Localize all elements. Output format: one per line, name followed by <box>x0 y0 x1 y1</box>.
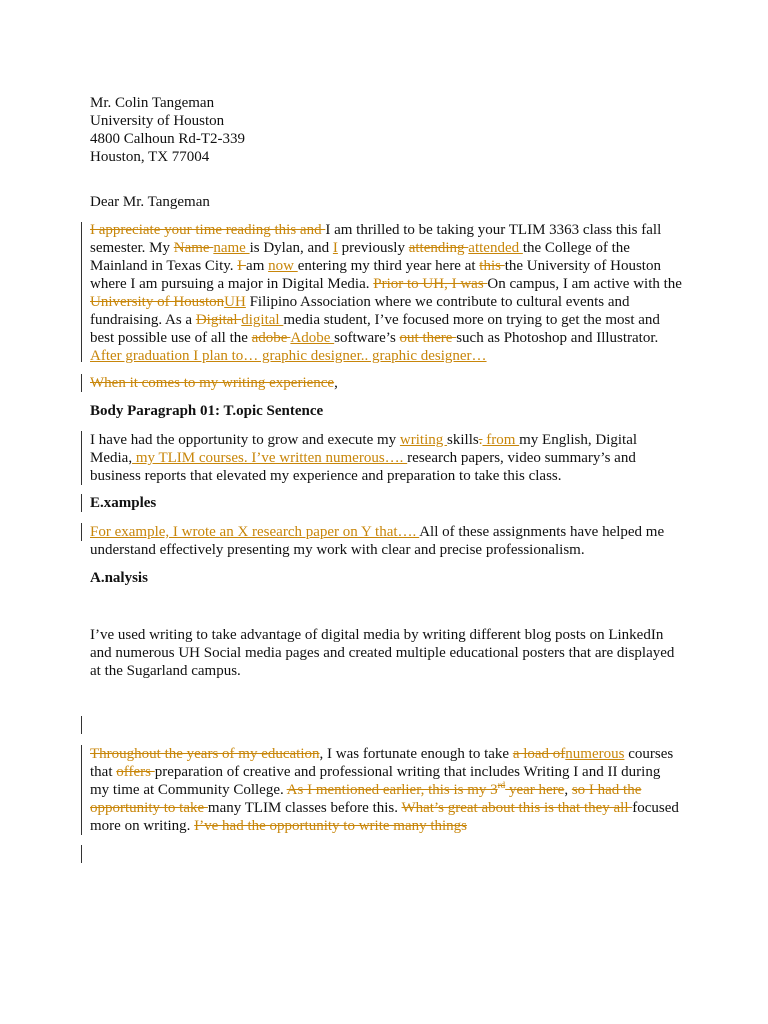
salutation: Dear Mr. Tangeman <box>90 194 210 210</box>
change-bar <box>81 431 82 485</box>
paragraph-text: entering my third year here at <box>297 258 480 274</box>
paragraph-text: previously <box>337 240 409 256</box>
closing-paragraph <box>90 745 682 835</box>
paragraph-text: where I am pursuing a major in Digital Media. <box>90 276 374 292</box>
change-bar <box>81 745 82 835</box>
paragraph-text: Filipino Association where we contribute to cultural events and fundraising. As a <box>90 294 630 328</box>
inserted-text: After graduation I plan to… graphic designer.. graphic designer… <box>90 348 487 364</box>
deleted-text: year here <box>505 782 565 798</box>
paragraph-text: I am thrilled to be taking your TLIM 3363 class this fall semester. My <box>90 222 662 256</box>
paragraph-text: , <box>334 375 338 391</box>
deleted-text: Digital <box>195 312 242 328</box>
inserted-text: writing <box>399 432 448 448</box>
paragraph-text: many TLIM classes before this. <box>207 800 402 816</box>
inserted-text: attended <box>468 240 523 256</box>
body-paragraph-heading: Body Paragraph 01: T.opic Sentence <box>90 403 324 419</box>
deleted-text: I appreciate your time reading this and <box>90 222 326 238</box>
examples-paragraph <box>90 523 682 559</box>
recipient-city: Houston, TX 77004 <box>90 149 210 165</box>
inserted-text: UH <box>224 294 246 310</box>
deleted-text: Throughout the years of my education <box>90 746 320 762</box>
change-bar <box>81 523 82 541</box>
paragraph-text: preparation of creative and professional writing that includes Writing I and II during my time at Community College. <box>90 764 661 798</box>
paragraph-text: , I was fortunate enough to take <box>319 746 513 762</box>
change-bar <box>81 845 82 863</box>
inserted-text: from <box>482 432 520 448</box>
inserted-text: my TLIM courses. I’ve written numerous…. <box>132 450 408 466</box>
analysis-paragraph: I’ve used writing to take advantage of digital media by writing different blog posts on LinkedIn and numerous UH Social media pages and created multiple educational posters that are displayed at the Sugarland campus. <box>90 627 675 679</box>
recipient-address <box>90 94 690 166</box>
inserted-text: I <box>332 240 338 256</box>
paragraph-text: On campus, I am active with the <box>487 276 682 292</box>
paragraph-text: focused more on writing. <box>90 800 679 834</box>
change-bar <box>81 222 82 362</box>
writing-experience-line <box>90 374 682 392</box>
recipient-org: University of Houston <box>90 113 225 129</box>
deleted-text: Prior to UH, I was <box>373 276 488 292</box>
deleted-text: adobe <box>251 330 291 346</box>
intro-paragraph <box>90 221 682 365</box>
paragraph-text: software’s <box>334 330 400 346</box>
inserted-text: now <box>268 258 298 274</box>
inserted-text: numerous <box>565 746 625 762</box>
paragraph-text: All of these assignments have helped me understand effectively presenting my work with clear and precise professionalism. <box>90 524 665 558</box>
inserted-text: Adobe <box>290 330 335 346</box>
deleted-text: When it comes to my writing experience <box>90 375 335 391</box>
deleted-text: University of Houston <box>90 294 225 310</box>
change-bar <box>81 716 82 734</box>
examples-heading: E.xamples <box>90 495 157 511</box>
deleted-text: As I mentioned earlier, this is my 3 <box>286 782 498 798</box>
analysis-heading: A.nalysis <box>90 570 148 586</box>
recipient-name: Mr. Colin Tangeman <box>90 95 215 111</box>
deleted-text: out there <box>399 330 457 346</box>
deleted-text: rd <box>497 780 506 790</box>
inserted-text: name <box>213 240 250 256</box>
change-bar <box>81 374 82 392</box>
deleted-text: a load of <box>512 746 566 762</box>
paragraph-text: am <box>246 258 269 274</box>
inserted-text: digital <box>241 312 284 328</box>
paragraph-text: the University of Houston <box>504 258 661 274</box>
inserted-text: For example, I wrote an X research paper on Y that…. <box>90 524 420 540</box>
deleted-text: offers <box>116 764 155 780</box>
paragraph-text: I have had the opportunity to grow and execute my <box>90 432 400 448</box>
paragraph-text: courses that <box>90 746 674 780</box>
recipient-street: 4800 Calhoun Rd-T2-339 <box>90 131 245 147</box>
deleted-text: Name <box>173 240 214 256</box>
body-paragraph <box>90 431 682 485</box>
deleted-text: I’ve had the opportunity to write many things <box>194 818 468 834</box>
deleted-text: so I had the opportunity to take <box>90 782 642 816</box>
change-bar <box>81 494 82 512</box>
deleted-text: I <box>237 258 247 274</box>
paragraph-text: media student, I’ve focused more on trying to get the most and best possible use of all the <box>90 312 660 346</box>
paragraph-text: my English, Digital Media, <box>90 432 638 466</box>
paragraph-text: the College of the Mainland in Texas City. <box>90 240 630 274</box>
deleted-text: . <box>478 432 483 448</box>
deleted-text: this <box>479 258 505 274</box>
paragraph-text: , <box>564 782 572 798</box>
paragraph-text: is Dylan, and <box>249 240 333 256</box>
deleted-text: What’s great about this is that they all <box>401 800 633 816</box>
paragraph-text: such as Photoshop and Illustrator. <box>456 330 659 346</box>
deleted-text: attending <box>408 240 469 256</box>
paragraph-text: skills <box>447 432 479 448</box>
paragraph-text: research papers, video summary’s and business reports that elevated my experience and preparation to take this class. <box>90 450 636 484</box>
